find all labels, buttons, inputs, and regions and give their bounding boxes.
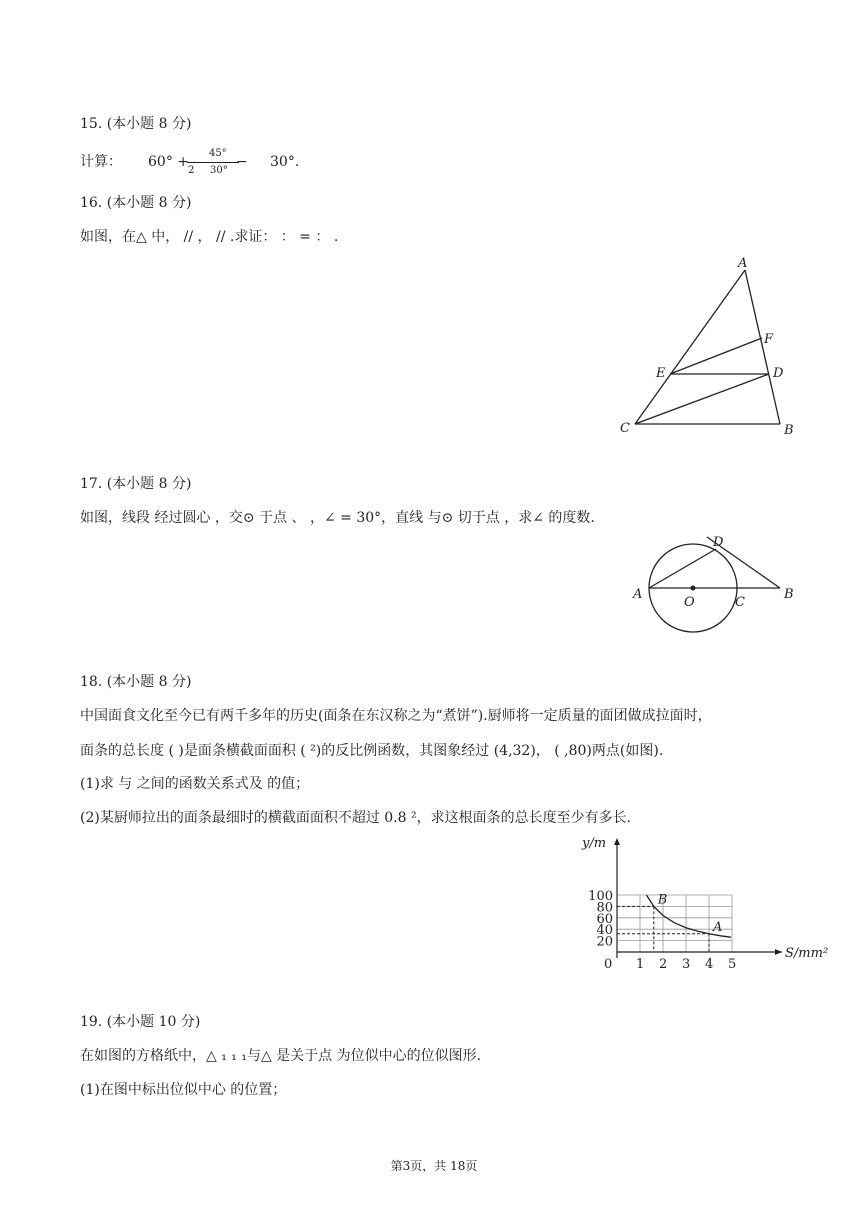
line-ad [649, 549, 716, 588]
q15-frac-bar [187, 162, 239, 163]
q18-line3: (1)求 与 之间的函数关系式及 的值； [80, 776, 310, 792]
point-label-b: B [657, 892, 668, 908]
y-axis-arrow [614, 838, 620, 845]
label-a: A [738, 256, 748, 271]
x-tick-label: 2 [659, 957, 668, 972]
q17-text: 如图，线段 经过圆心 ，交⊙ 于点 、 ，∠ = 30°，直线 与⊙ 切于点 ，求∠ 的度数. [80, 510, 595, 526]
y-tick-label: 80 [596, 900, 613, 916]
q15-part3: 30°. [270, 154, 300, 170]
x-tick-label: 1 [636, 957, 645, 972]
label-d: D [713, 535, 724, 550]
y-axis-label: y/m [582, 836, 607, 851]
q17-header: 17. (本小题 8 分) [80, 476, 192, 492]
q16-triangle-figure [612, 252, 812, 442]
q15-frac-den-b: 30° [210, 165, 228, 176]
label-b: B [784, 587, 794, 602]
q19-header: 19. (本小题 10 分) [80, 1014, 201, 1030]
x-axis-arrow [775, 949, 782, 955]
q15-header: 15. (本小题 8 分) [80, 116, 192, 132]
y-tick-label: 100 [588, 889, 613, 904]
q15-label: 计算： [80, 154, 122, 170]
origin-label: 0 [604, 957, 613, 972]
y-tick-label: 40 [596, 923, 613, 939]
q18-line2: 面条的总长度 ( )是面条横截面面积 ( ²)的反比例函数，其图象经过 (4,32)， ( ,80)两点(如图). [80, 743, 664, 759]
label-e: E [656, 366, 666, 381]
q16-text: 如图，在△ 中， // ， // .求证： ： = ： . [80, 229, 339, 245]
label-c: C [620, 421, 630, 436]
label-d: D [773, 366, 784, 381]
line-ac [635, 270, 745, 424]
q19-line1: 在如图的方格纸中，△ ₁ ₁ ₁与△ 是关于点 为位似中心的位似图形. [80, 1048, 482, 1064]
q15-frac-den-a: 2 [188, 165, 195, 176]
q17-circle-figure [625, 530, 805, 642]
x-tick-label: 5 [728, 957, 737, 972]
label-o: O [684, 595, 695, 610]
q18-line4: (2)某厨师拉出的面条最细时的横截面面积不超过 0.8 ²，求这根面条的总长度至少有多长. [80, 810, 632, 826]
point-label-a: A [713, 919, 723, 935]
x-axis-label: S/mm² [785, 946, 829, 961]
q18-header: 18. (本小题 8 分) [80, 674, 192, 690]
x-tick-label: 3 [682, 957, 691, 972]
q16-header: 16. (本小题 8 分) [80, 195, 192, 211]
center-point-o [691, 586, 696, 591]
label-c: C [735, 595, 745, 610]
q19-line2: (1)在图中标出位似中心 的位置； [80, 1082, 287, 1098]
line-ab [745, 270, 780, 424]
q18-inverse-proportion-chart [575, 832, 829, 977]
q15-part1: 60° + [148, 154, 189, 170]
x-tick-label: 4 [705, 957, 714, 972]
q15-minus: − [236, 154, 248, 170]
y-tick-label: 60 [596, 911, 613, 927]
label-b: B [784, 423, 794, 438]
y-tick-label: 20 [596, 934, 613, 950]
label-f: F [764, 332, 774, 347]
page-footer: 第3页，共 18页 [390, 1159, 478, 1173]
q15-frac-num: 45° [209, 148, 227, 159]
line-cd [635, 374, 769, 424]
q18-line1: 中国面食文化至今已有两千多年的历史(面条在东汉称之为“煮饼”).厨师将一定质量的面团做成拉面时， [80, 708, 712, 724]
label-a: A [633, 587, 643, 602]
